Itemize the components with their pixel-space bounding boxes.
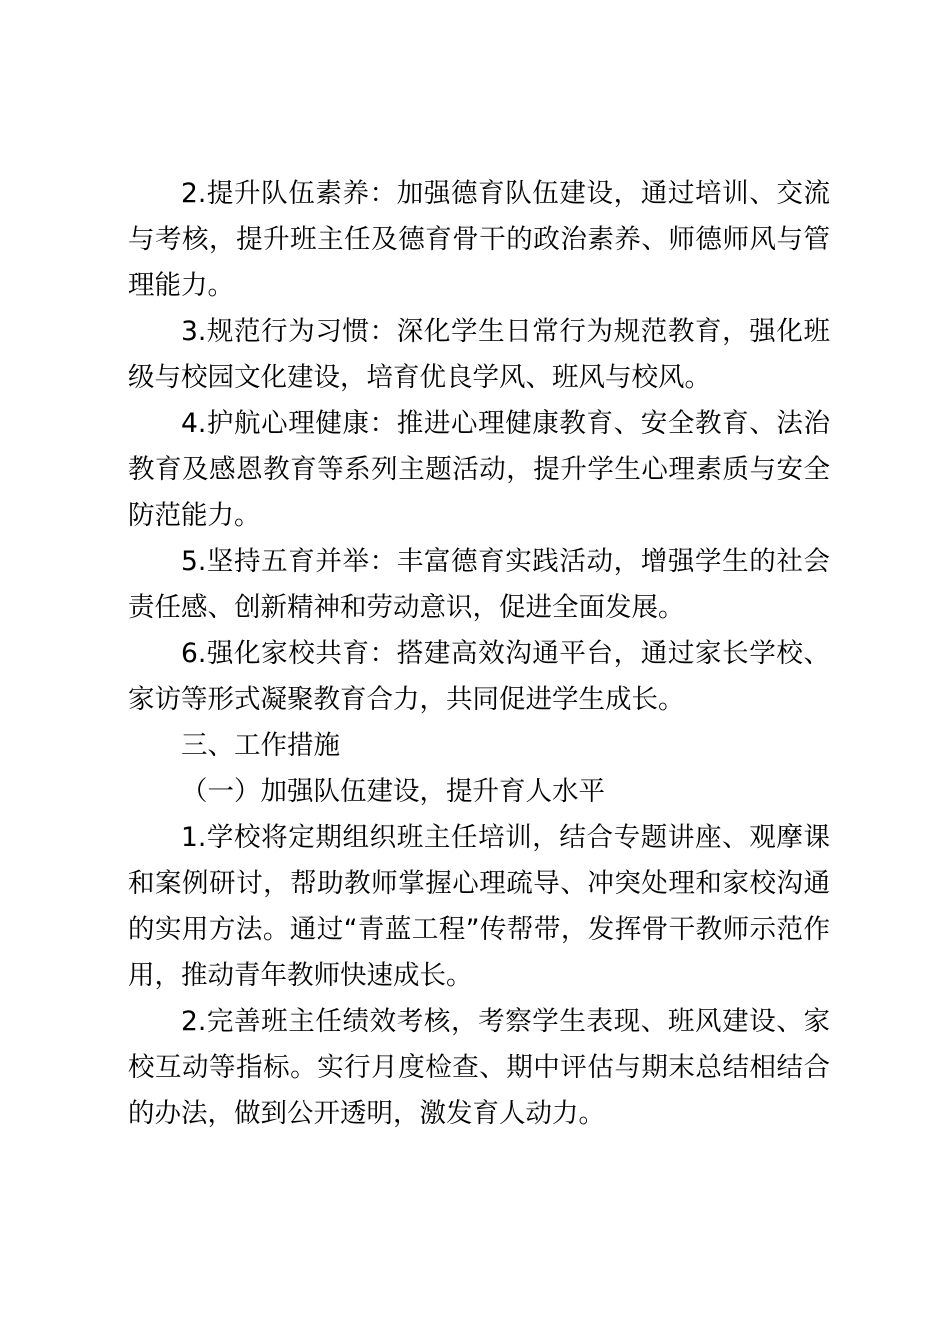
paragraph-five-education: 5.坚持五育并举：丰富德育实践活动，增强学生的社会责任感、创新精神和劳动意识，促进全面发展。	[128, 546, 830, 623]
paragraph-standardize-behavior: 3.规范行为习惯：深化学生日常行为规范教育，强化班级与校园文化建设，培育优良学风、班风与校风。	[128, 316, 830, 393]
paragraph-improve-team-quality: 2.提升队伍素养：加强德育队伍建设，通过培训、交流与考核，提升班主任及德育骨干的政治素养、师德师风与管理能力。	[128, 178, 830, 301]
paragraph-mental-health: 4.护航心理健康：推进心理健康教育、安全教育、法治教育及感恩教育等系列主题活动，提升学生心理素质与安全防范能力。	[128, 408, 830, 531]
section-heading-work-measures: 三、工作措施	[181, 730, 340, 761]
paragraph-home-school: 6.强化家校共育：搭建高效沟通平台，通过家长学校、家访等形式凝聚教育合力，共同促进学生成长。	[128, 638, 830, 715]
paragraph-teacher-training: 1.学校将定期组织班主任培训，结合专题讲座、观摩课和案例研讨，帮助教师掌握心理疏导、冲突处理和家校沟通的实用方法。通过“青蓝工程”传帮带，发挥骨干教师示范作用，推动青年教师快速成长。	[128, 822, 830, 991]
paragraph-performance-assessment: 2.完善班主任绩效考核，考察学生表现、班风建设、家校互动等指标。实行月度检查、期中评估与期末总结相结合的办法，做到公开透明，激发育人动力。	[128, 1006, 830, 1129]
subsection-heading-team-building: （一）加强队伍建设，提升育人水平	[181, 776, 605, 807]
document-body	[128, 171, 830, 1137]
